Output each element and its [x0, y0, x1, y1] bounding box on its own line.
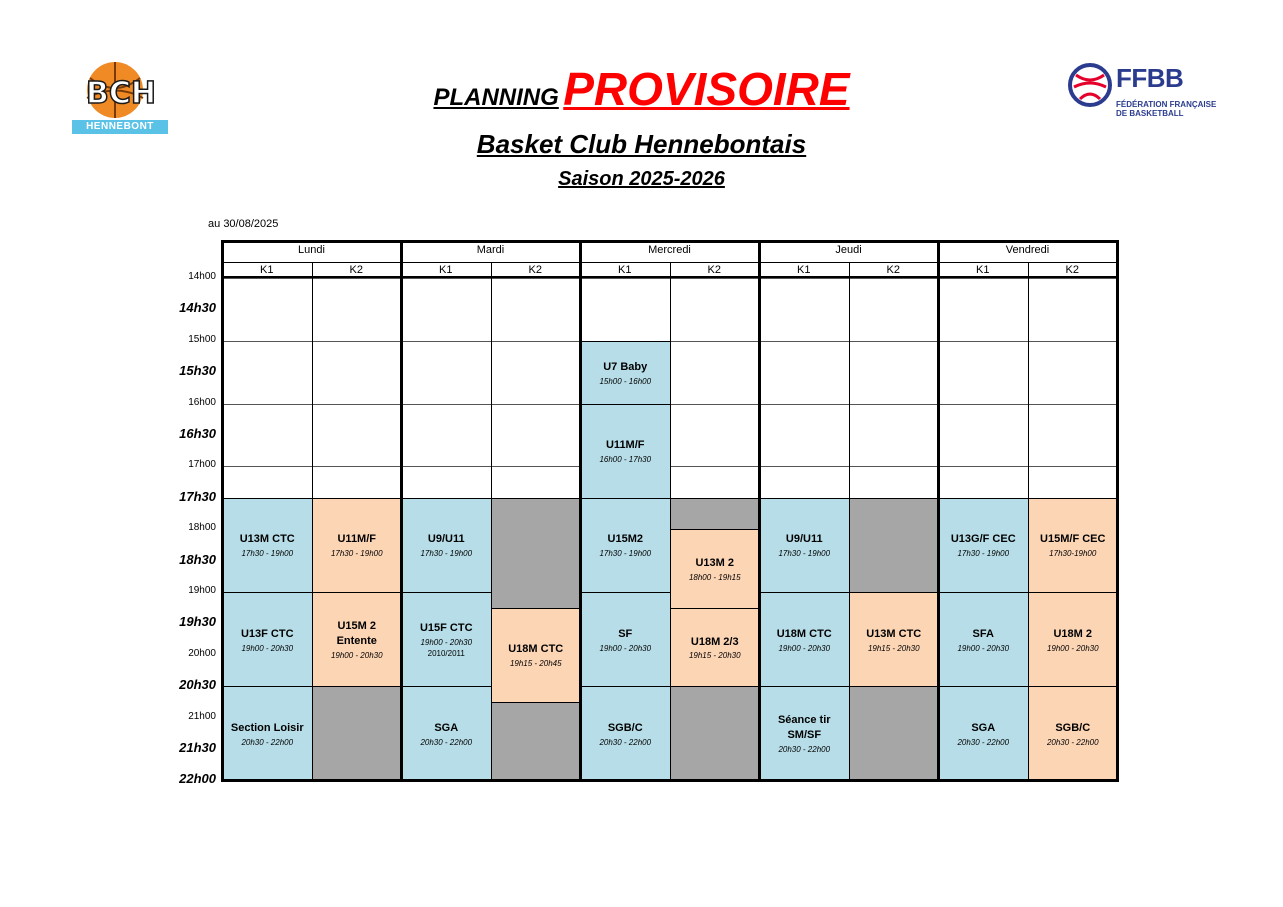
session-note: 2010/2011 [427, 649, 465, 659]
session-time: 19h00 - 20h30 [1046, 643, 1099, 653]
time-label: 21h30 [179, 740, 216, 755]
session-name: SGA [971, 721, 996, 734]
time-label: 17h00 [188, 459, 216, 471]
day-border [1116, 240, 1119, 781]
session-cell[interactable] [222, 592, 313, 687]
session-time: 20h30 - 22h00 [599, 737, 652, 747]
session-time: 20h30 - 22h00 [241, 737, 294, 747]
session-time: 19h15 - 20h45 [509, 659, 562, 669]
session-cell[interactable] [312, 498, 403, 593]
time-label: 21h00 [188, 710, 216, 722]
session-name: U18M 2/3 [690, 635, 739, 648]
session-time: 19h00 - 20h30 [599, 643, 652, 653]
session-cell[interactable] [580, 341, 671, 405]
time-label: 16h30 [179, 426, 216, 441]
session-cell[interactable] [401, 592, 492, 687]
session-name: U15M/F CEC [1040, 533, 1106, 546]
court-header: K2 [528, 264, 542, 276]
session-name: SGB/C [607, 721, 643, 734]
session-name: U15M 2 [337, 620, 377, 633]
time-label: 17h30 [179, 488, 216, 504]
blocked-cell [670, 498, 761, 530]
provisoire-word: PROVISOIRE [563, 63, 850, 115]
session-time: 19h00 - 20h30 [330, 650, 383, 660]
session-name: U15F CTC [419, 622, 473, 635]
court-header: K1 [976, 264, 990, 276]
session-name: U9/U11 [427, 533, 465, 546]
session-time: 17h30 - 19h00 [420, 549, 473, 559]
day-header: Mercredi [648, 244, 691, 256]
session-cell[interactable] [491, 608, 582, 703]
day-header: Lundi [298, 244, 325, 256]
day-border [579, 240, 582, 781]
day-border [400, 240, 403, 781]
session-cell[interactable] [580, 686, 671, 781]
session-name: U13F CTC [240, 627, 294, 640]
court-header: K1 [439, 264, 453, 276]
session-cell[interactable] [938, 498, 1029, 593]
time-label: 14h00 [188, 271, 216, 282]
session-time: 19h15 - 20h30 [867, 643, 920, 653]
session-time: 19h00 - 20h30 [241, 643, 294, 653]
session-time: 20h30 - 22h00 [778, 745, 831, 755]
date-value: 30/08/2025 [223, 218, 279, 230]
session-name: U18M CTC [776, 627, 832, 640]
session-cell[interactable] [849, 592, 940, 687]
time-label: 19h30 [179, 614, 216, 630]
session-time: 17h30 - 19h00 [241, 549, 294, 559]
court-header: K2 [886, 264, 900, 276]
session-time: 20h30 - 22h00 [420, 737, 473, 747]
session-cell[interactable] [670, 529, 761, 609]
day-header: Vendredi [1005, 244, 1050, 256]
session-time: 17h30 - 19h00 [330, 549, 383, 559]
session-name: U11M/F [337, 533, 376, 546]
blocked-cell [670, 686, 761, 781]
date-prefix: au [208, 218, 221, 230]
blocked-cell [491, 702, 582, 782]
session-time: 19h00 - 20h30 [420, 638, 473, 648]
session-name: Entente [336, 635, 377, 648]
session-time: 17h30 - 19h00 [599, 549, 652, 559]
day-border [221, 240, 224, 781]
time-label: 20h00 [188, 647, 216, 659]
session-time: 20h30 - 22h00 [957, 737, 1010, 747]
session-time: 19h00 - 20h30 [778, 643, 831, 653]
session-time: 16h00 - 17h30 [599, 455, 652, 465]
time-label: 18h00 [188, 522, 216, 534]
session-name: Section Loisir [230, 721, 304, 734]
session-cell[interactable] [759, 686, 850, 781]
session-name: U9/U11 [785, 533, 823, 546]
session-cell[interactable] [580, 404, 671, 499]
planning-word: PLANNING [433, 84, 559, 111]
session-name: U18M CTC [508, 643, 564, 656]
session-name: SFA [972, 627, 994, 640]
session-cell[interactable] [401, 498, 492, 593]
session-cell[interactable] [580, 592, 671, 687]
ffbb-logo-subtitle-2: DE BASKETBALL [1116, 109, 1184, 118]
time-label: 15h00 [188, 333, 216, 345]
season-title: Saison 2025-2026 [558, 168, 725, 190]
session-name: SGA [434, 721, 459, 734]
session-cell[interactable] [1028, 686, 1119, 781]
court-header: K1 [618, 264, 632, 276]
session-time: 19h15 - 20h30 [688, 651, 741, 661]
time-label: 19h00 [188, 585, 216, 596]
day-header: Jeudi [835, 244, 862, 256]
session-cell[interactable] [222, 498, 313, 593]
time-label: 18h30 [179, 551, 216, 567]
grid-bottom-border [221, 779, 1119, 782]
session-time: 18h00 - 19h15 [688, 572, 741, 582]
date-line [208, 218, 278, 230]
session-time: 17h30 - 19h00 [957, 549, 1010, 559]
session-cell[interactable] [938, 592, 1029, 687]
court-header: K2 [349, 264, 363, 276]
session-cell[interactable] [670, 608, 761, 688]
blocked-cell [849, 686, 940, 781]
day-border [758, 240, 761, 781]
session-name: U11M/F [605, 439, 645, 452]
session-name: SGB/C [1055, 721, 1091, 734]
session-cell[interactable] [401, 686, 492, 781]
session-time: 15h00 - 16h00 [599, 376, 652, 386]
session-name: U13M 2 [695, 557, 735, 570]
session-name: U13M CTC [866, 627, 922, 640]
title-planning [0, 62, 1283, 116]
time-label: 22h00 [179, 771, 216, 787]
day-header: Mardi [476, 244, 505, 256]
court-header: K1 [797, 264, 811, 276]
court-header: K1 [260, 264, 274, 276]
session-name: U7 Baby [603, 360, 648, 373]
day-border [937, 240, 940, 781]
session-cell[interactable] [759, 592, 850, 687]
session-cell[interactable] [1028, 592, 1119, 687]
session-cell[interactable] [1028, 498, 1119, 593]
session-time: 19h00 - 20h30 [957, 643, 1010, 653]
session-name: U18M 2 [1053, 627, 1093, 640]
blocked-cell [491, 498, 582, 609]
time-label: 16h00 [188, 396, 216, 408]
club-title: Basket Club Hennebontais [476, 129, 807, 159]
ffbb-logo-text: FFBB [1116, 63, 1184, 93]
club-logo-city: HENNEBONT [86, 121, 154, 132]
blocked-cell [849, 498, 940, 593]
header-divider [222, 262, 1117, 263]
session-name: U13M CTC [239, 533, 295, 546]
session-cell[interactable] [938, 686, 1029, 781]
session-time: 17h30-19h00 [1049, 549, 1097, 559]
time-label: 20h30 [179, 677, 216, 693]
club-logo-initials: BCH [86, 76, 156, 111]
session-name: U13G/F CEC [950, 533, 1016, 546]
session-cell[interactable] [312, 592, 403, 687]
blocked-cell [312, 686, 403, 781]
session-name: U15M2 [607, 533, 643, 546]
session-cell[interactable] [759, 498, 850, 593]
session-name: SM/SF [787, 729, 822, 742]
time-label: 15h30 [179, 363, 216, 379]
court-header: K2 [1065, 264, 1079, 276]
ffbb-logo-subtitle-1: FÉDÉRATION FRANÇAISE [1116, 100, 1217, 109]
court-header: K2 [707, 264, 721, 276]
session-cell[interactable] [580, 498, 671, 593]
grid-top-border [221, 240, 1119, 243]
session-name: SF [618, 627, 633, 640]
session-time: 17h30 - 19h00 [778, 549, 831, 559]
session-time: 20h30 - 22h00 [1046, 737, 1099, 747]
session-cell[interactable] [222, 686, 313, 781]
session-name: Séance tir [777, 714, 831, 727]
time-label: 14h30 [179, 300, 216, 316]
